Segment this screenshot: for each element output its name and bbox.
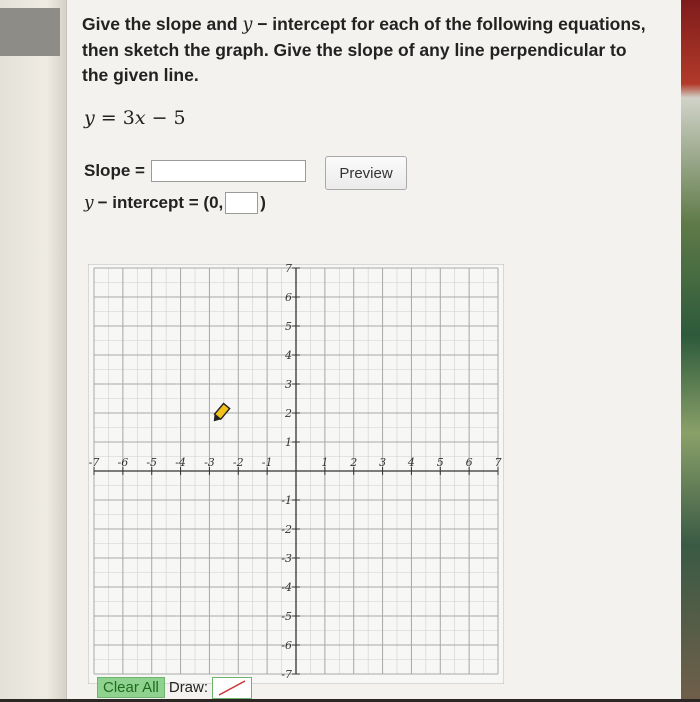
x-tick-label: -7: [88, 456, 100, 469]
x-tick-label: -6: [117, 456, 129, 469]
line-tool-icon: [213, 678, 251, 698]
background-tab: [0, 8, 60, 56]
question-panel: [66, 0, 681, 699]
y-tick-label: 6: [285, 291, 292, 304]
y-tick-label: -7: [281, 668, 292, 681]
x-tick-label: 5: [436, 456, 444, 469]
line-tool-button[interactable]: [212, 677, 252, 699]
equation-x: x: [134, 107, 146, 129]
x-tick-label: 4: [407, 456, 415, 469]
y-tick-label: 7: [285, 264, 292, 275]
graph-svg[interactable]: [88, 264, 504, 684]
y-tick-label: 3: [285, 378, 292, 391]
equation-equals: = 3: [94, 107, 135, 129]
question-text-part2: − intercept for each of the following equations, then sketch the graph. Give the slope of any line perpendicular to the given line.: [82, 14, 646, 85]
x-tick-label: -4: [175, 456, 186, 469]
equation: [84, 107, 186, 129]
draw-label: Draw:: [168, 679, 209, 696]
equation-lhs: y: [84, 107, 95, 129]
intercept-input[interactable]: [225, 192, 258, 214]
question-var-y: y: [242, 15, 253, 35]
y-tick-label: -5: [281, 610, 292, 623]
clear-all-button[interactable]: Clear All: [97, 677, 165, 698]
y-tick-label: 5: [285, 320, 292, 333]
x-tick-label: 1: [321, 456, 329, 469]
question-text: [82, 12, 652, 88]
y-tick-label: -4: [281, 581, 292, 594]
y-tick-label: -1: [281, 494, 292, 507]
question-text-part1: Give the slope and: [82, 14, 243, 34]
y-tick-label: -2: [281, 523, 292, 536]
slope-label: Slope =: [84, 161, 145, 180]
y-tick-label: 4: [285, 349, 292, 362]
intercept-row: [84, 192, 266, 214]
y-tick-label: 1: [285, 436, 292, 449]
background-window-strip: [0, 0, 66, 699]
x-tick-label: 2: [350, 456, 358, 469]
x-tick-label: -1: [261, 456, 273, 469]
graph-toolbar: [97, 676, 252, 699]
background-photo: [678, 0, 700, 699]
y-tick-label: -6: [281, 639, 292, 652]
preview-button[interactable]: Preview: [325, 156, 407, 190]
x-tick-label: 7: [494, 456, 502, 469]
equation-rest: − 5: [145, 107, 186, 129]
x-tick-label: 6: [465, 456, 473, 469]
x-tick-label: 3: [379, 456, 387, 469]
x-tick-label: -5: [146, 456, 158, 469]
x-tick-label: -3: [204, 456, 215, 469]
intercept-var-y: y: [84, 193, 94, 213]
y-tick-label: 2: [285, 407, 292, 420]
y-tick-label: -3: [281, 552, 292, 565]
slope-row: [84, 160, 306, 182]
intercept-close-paren: ): [260, 193, 266, 212]
slope-input[interactable]: [151, 160, 306, 182]
x-tick-label: -2: [232, 456, 244, 469]
graph-canvas[interactable]: [88, 264, 504, 684]
intercept-label: − intercept = (0,: [97, 193, 224, 212]
